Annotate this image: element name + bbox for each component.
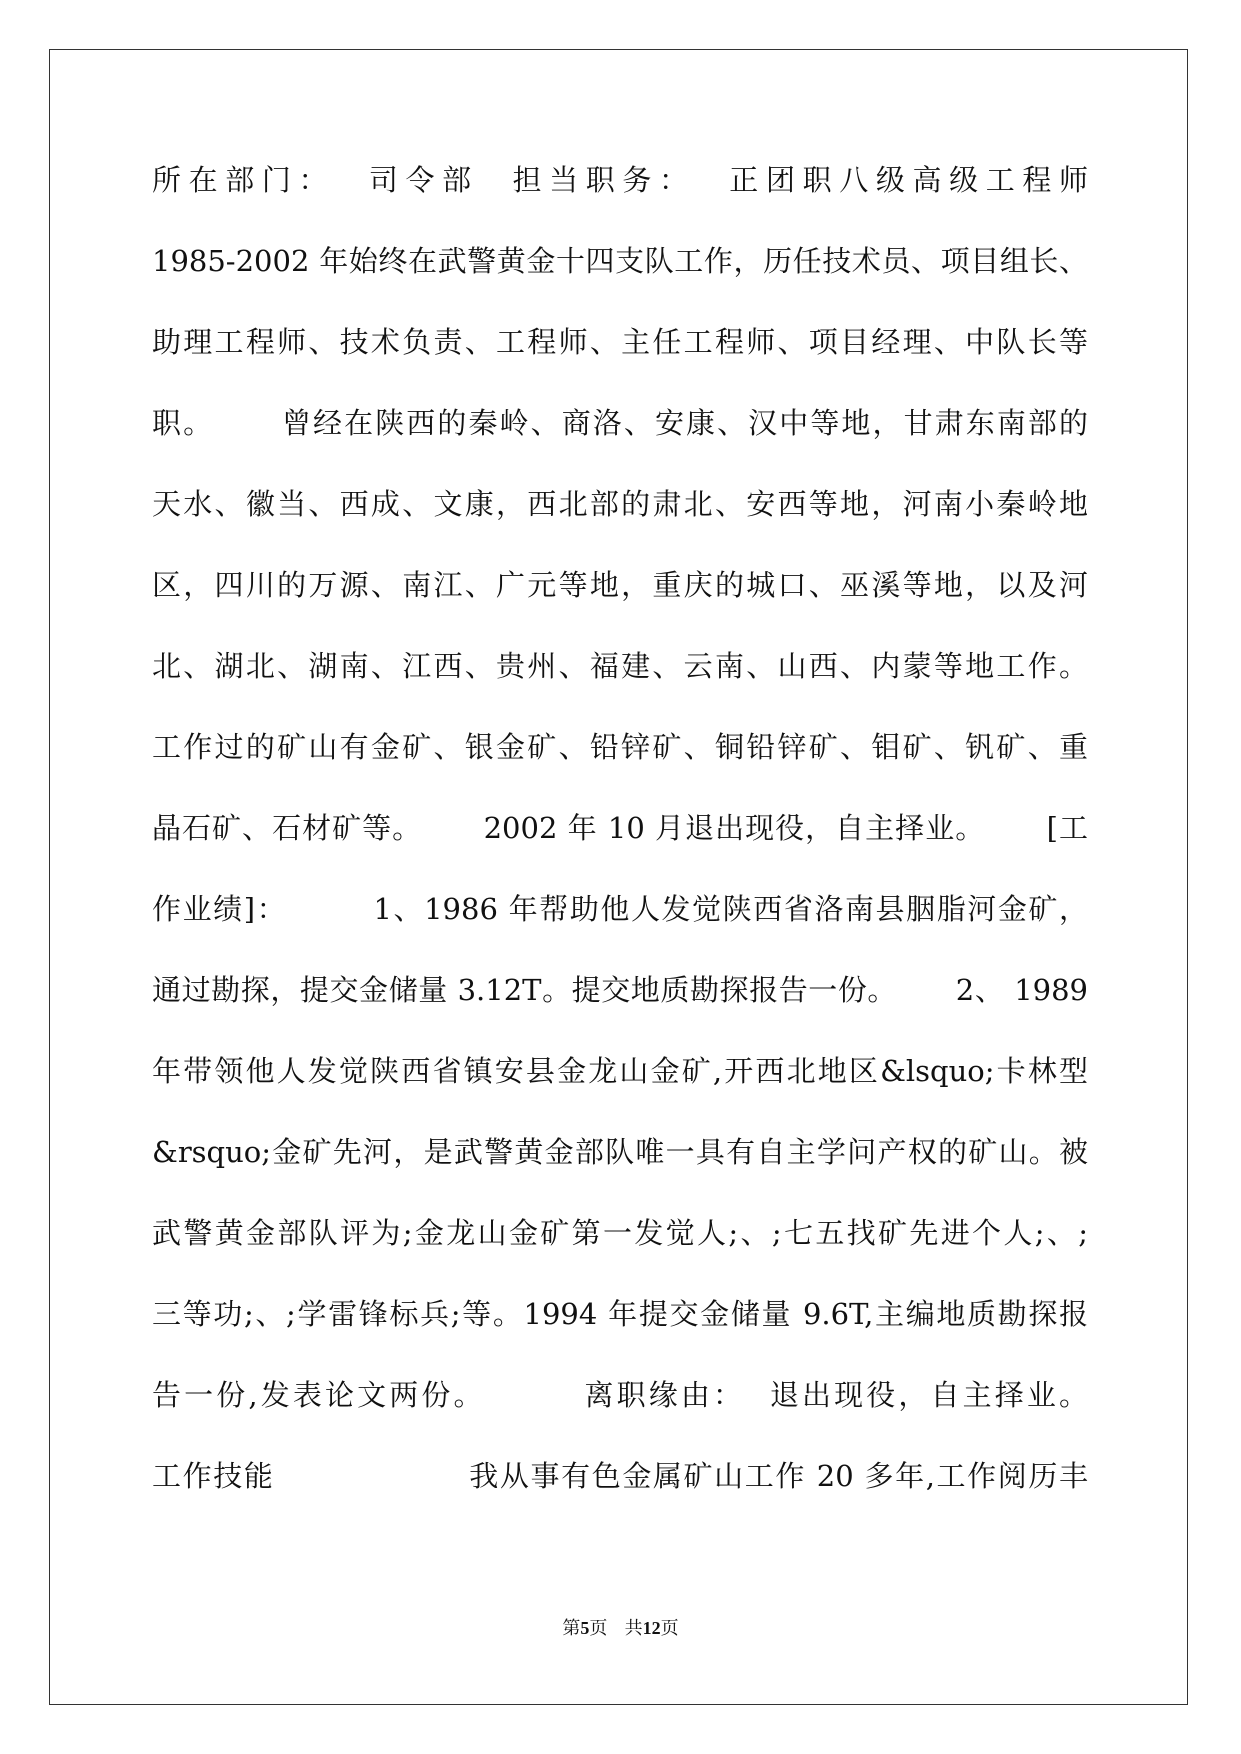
footer-total-suffix: 页 [660,1618,679,1639]
text-line: 工作过的矿山有金矿、银金矿、铅锌矿、铜铅锌矿、钼矿、钒矿、重 [152,730,1088,764]
text-line: 天水、徽当、西成、文康，西北部的肃北、安西等地，河南小秦岭地 [152,487,1088,521]
text-line: 1985-2002 年始终在武警黄金十四支队工作，历任技术员、项目组长、 [152,244,1088,278]
text-line: 工作技能 我从事有色金属矿山工作 20 多年,工作阅历丰 [152,1459,1088,1493]
text-line: 区，四川的万源、南江、广元等地，重庆的城口、巫溪等地，以及河 [152,568,1088,602]
footer-total-prefix: 共 [624,1618,643,1639]
text-line: 年带领他人发觉陕西省镇安县金龙山金矿,开西北地区&lsquo;卡林型 [152,1054,1088,1088]
text-line: 三等功;、;学雷锋标兵;等。1994 年提交金储量 9.6T,主编地质勘探报 [152,1297,1088,1331]
footer-page-suffix: 页 [589,1618,608,1639]
document-body [152,163,1088,1540]
text-line: 告一份,发表论文两份。 离职缘由： 退出现役，自主择业。 [152,1378,1088,1412]
page-number: 5 [580,1618,590,1638]
text-line: 职。 曾经在陕西的秦岭、商洛、安康、汉中等地，甘肃东南部的 [152,406,1088,440]
text-line: 武警黄金部队评为;金龙山金矿第一发觉人;、;七五找矿先进个人;、; [152,1216,1088,1250]
text-line: 作业绩]： 1、1986 年帮助他人发觉陕西省洛南县胭脂河金矿， [152,892,1088,926]
total-pages: 12 [642,1618,661,1638]
text-line: &rsquo;金矿先河，是武警黄金部队唯一具有自主学问产权的矿山。被 [152,1135,1088,1169]
text-line: 晶石矿、石材矿等。 2002 年 10 月退出现役，自主择业。 [工 [152,811,1088,845]
page-footer [0,1617,1241,1640]
text-line: 北、湖北、湖南、江西、贵州、福建、云南、山西、内蒙等地工作。 [152,649,1088,683]
text-line: 助理工程师、技术负责、工程师、主任工程师、项目经理、中队长等 [152,325,1088,359]
text-line: 所在部门： 司令部 担当职务： 正团职八级高级工程师 [152,163,1088,197]
text-line: 通过勘探，提交金储量 3.12T。提交地质勘探报告一份。 2、 1989 [152,973,1088,1007]
footer-prefix: 第 [562,1618,581,1639]
